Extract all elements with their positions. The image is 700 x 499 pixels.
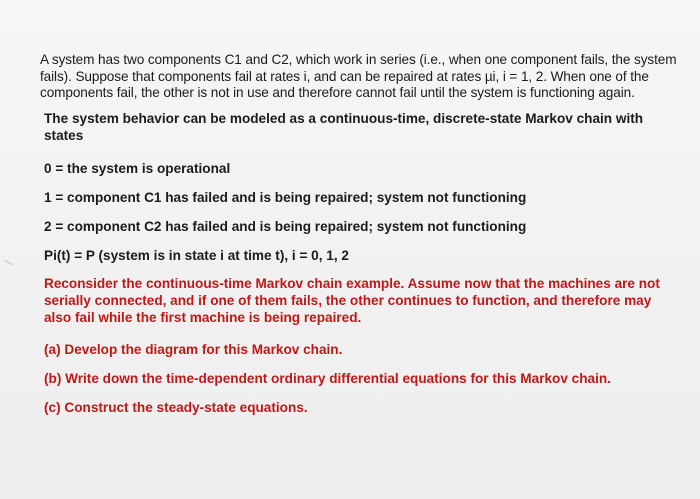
state-1: 1 = component C1 has failed and is being repaired; system not functioning [44,189,527,205]
state-2: 2 = component C2 has failed and is being repaired; system not functioning [44,218,527,234]
question-part-a: (a) Develop the diagram for this Markov chain. [44,341,343,357]
question-part-b: (b) Write down the time-dependent ordinary differential equations for this Markov chain. [44,370,611,386]
margin-mark [4,260,12,265]
problem-document [40,52,680,416]
question-part-c: (c) Construct the steady-state equations. [44,399,308,415]
state-probability-definition: Pi(t) = P (system is in state i at time t), i = 0, 1, 2 [44,247,349,263]
model-heading: The system behavior can be modeled as a continuous-time, discrete-state Markov chain with states [44,110,644,143]
problem-intro: A system has two components C1 and C2, which work in series (i.e., when one component fails, the system fails). Suppose that components fail at rates i, and can be repaired at rates µi, i = 1, 2. When one of the components fail, the other is not in use and therefore cannot fail until the system is functioning again. [40,52,677,100]
state-0: 0 = the system is operational [44,160,231,176]
reconsider-paragraph: Reconsider the continuous-time Markov chain example. Assume now that the machines are not serially connected, and if one of them fails, the other continues to function, and therefore may also fail while the first machine is being repaired. [44,275,660,325]
